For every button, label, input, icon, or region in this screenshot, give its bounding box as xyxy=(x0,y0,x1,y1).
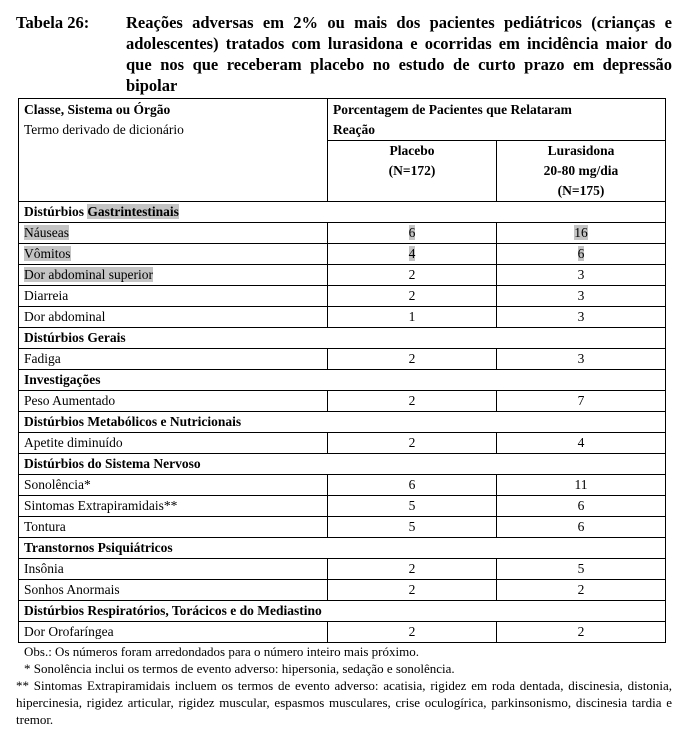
section-row xyxy=(19,538,666,559)
table-row xyxy=(19,223,666,244)
section-title: Transtornos Psiquiátricos xyxy=(19,538,666,559)
placebo-cell xyxy=(328,244,497,265)
table-row xyxy=(19,517,666,538)
header-row-1 xyxy=(19,99,666,141)
lurasidona-cell: 11 xyxy=(497,475,666,496)
section-title-part: Distúrbios xyxy=(24,204,88,219)
lurasidona-cell: 2 xyxy=(497,580,666,601)
footnote-obs: Obs.: Os números foram arredondados para o número inteiro mais próximo. xyxy=(24,644,419,659)
header-lura-dose: 20-80 mg/dia xyxy=(543,163,619,178)
table-caption xyxy=(16,12,672,96)
term-cell: Peso Aumentado xyxy=(19,391,328,412)
adverse-reactions-table xyxy=(18,98,666,643)
lurasidona-cell: 3 xyxy=(497,349,666,370)
header-class-cell xyxy=(19,99,328,202)
lurasidona-cell: 6 xyxy=(497,517,666,538)
lurasidona-cell: 3 xyxy=(497,265,666,286)
placebo-cell: 2 xyxy=(328,391,497,412)
table-row xyxy=(19,559,666,580)
header-term-label: Termo derivado de dicionário xyxy=(24,122,184,137)
section-row xyxy=(19,601,666,622)
header-percentage-group xyxy=(328,99,666,141)
section-row xyxy=(19,202,666,223)
term-cell: Sonolência* xyxy=(19,475,328,496)
term-cell: Apetite diminuído xyxy=(19,433,328,454)
section-title-part-highlighted: Gastrintestinais xyxy=(87,204,179,219)
placebo-cell: 2 xyxy=(328,349,497,370)
table-row xyxy=(19,307,666,328)
section-title: Distúrbios do Sistema Nervoso xyxy=(19,454,666,475)
table-row xyxy=(19,496,666,517)
term-cell: Dor Orofaríngea xyxy=(19,622,328,643)
table-row xyxy=(19,391,666,412)
term-cell: Insônia xyxy=(19,559,328,580)
section-title: Distúrbios Metabólicos e Nutricionais xyxy=(19,412,666,433)
term-cell xyxy=(19,244,328,265)
lurasidona-value: 16 xyxy=(574,225,588,240)
lurasidona-cell: 4 xyxy=(497,433,666,454)
placebo-cell: 2 xyxy=(328,580,497,601)
table-title: Reações adversas em 2% ou mais dos pacientes pediátricos (crianças e adolescentes) tratados com lurasidona e ocorridas em incidência maior do que nos que receberam placebo no estudo de curto prazo em depressão bipolar xyxy=(126,13,672,95)
table-row xyxy=(19,433,666,454)
header-placebo-name: Placebo xyxy=(389,143,435,158)
lurasidona-cell: 3 xyxy=(497,286,666,307)
lurasidona-cell xyxy=(497,244,666,265)
table-row xyxy=(19,286,666,307)
table-row xyxy=(19,265,666,286)
lurasidona-cell: 5 xyxy=(497,559,666,580)
table-footnotes xyxy=(16,643,672,728)
table-row xyxy=(19,580,666,601)
placebo-cell: 2 xyxy=(328,559,497,580)
term-cell: Dor abdominal xyxy=(19,307,328,328)
lurasidona-cell: 2 xyxy=(497,622,666,643)
section-title: Distúrbios Respiratórios, Torácicos e do Mediastino xyxy=(19,601,666,622)
section-title xyxy=(19,202,666,223)
header-placebo xyxy=(328,141,497,202)
section-row xyxy=(19,454,666,475)
table-number: Tabela 26: xyxy=(16,13,90,32)
header-group-line2: Reação xyxy=(333,122,375,137)
table-row xyxy=(19,244,666,265)
placebo-value: 6 xyxy=(408,225,416,240)
term-text-highlighted: Náuseas xyxy=(24,225,69,240)
placebo-cell: 2 xyxy=(328,433,497,454)
lurasidona-cell: 6 xyxy=(497,496,666,517)
placebo-value: 4 xyxy=(408,246,416,261)
placebo-cell: 2 xyxy=(328,286,497,307)
header-lura-n: (N=175) xyxy=(557,183,605,198)
placebo-cell: 2 xyxy=(328,622,497,643)
header-group-line1: Porcentagem de Pacientes que Relataram xyxy=(333,102,572,117)
term-cell: Tontura xyxy=(19,517,328,538)
placebo-cell: 2 xyxy=(328,265,497,286)
section-row xyxy=(19,412,666,433)
section-title: Distúrbios Gerais xyxy=(19,328,666,349)
term-cell: Sintomas Extrapiramidais** xyxy=(19,496,328,517)
term-cell xyxy=(19,265,328,286)
placebo-cell: 6 xyxy=(328,475,497,496)
footnote-single-star: * Sonolência inclui os termos de evento adverso: hipersonia, sedação e sonolência. xyxy=(24,661,455,676)
placebo-cell xyxy=(328,223,497,244)
footnote-double-star: ** Sintomas Extrapiramidais incluem os termos de evento adverso: acatisia, rigidez em roda dentada, discinesia, distonia, hipercinesia, rigidez articular, rigidez muscular, espasmos musculares, crise oculogírica, parkinsonismo, discinesia tardia e tremor. xyxy=(16,678,672,727)
header-lurasidona xyxy=(497,141,666,202)
section-title: Investigações xyxy=(19,370,666,391)
header-placebo-n: (N=172) xyxy=(388,163,436,178)
section-row xyxy=(19,328,666,349)
placebo-cell: 5 xyxy=(328,496,497,517)
placebo-cell: 1 xyxy=(328,307,497,328)
term-text-highlighted: Dor abdominal superior xyxy=(24,267,153,282)
placebo-cell: 5 xyxy=(328,517,497,538)
lurasidona-cell: 7 xyxy=(497,391,666,412)
lurasidona-value: 6 xyxy=(577,246,585,261)
section-row xyxy=(19,370,666,391)
term-cell: Fadiga xyxy=(19,349,328,370)
table-row xyxy=(19,475,666,496)
term-cell: Sonhos Anormais xyxy=(19,580,328,601)
lurasidona-cell: 3 xyxy=(497,307,666,328)
table-row xyxy=(19,622,666,643)
lurasidona-cell xyxy=(497,223,666,244)
header-class-label: Classe, Sistema ou Órgão xyxy=(24,102,171,117)
term-text-highlighted: Vômitos xyxy=(24,246,71,261)
header-lura-name: Lurasidona xyxy=(547,143,615,158)
term-cell: Diarreia xyxy=(19,286,328,307)
term-cell xyxy=(19,223,328,244)
table-row xyxy=(19,349,666,370)
